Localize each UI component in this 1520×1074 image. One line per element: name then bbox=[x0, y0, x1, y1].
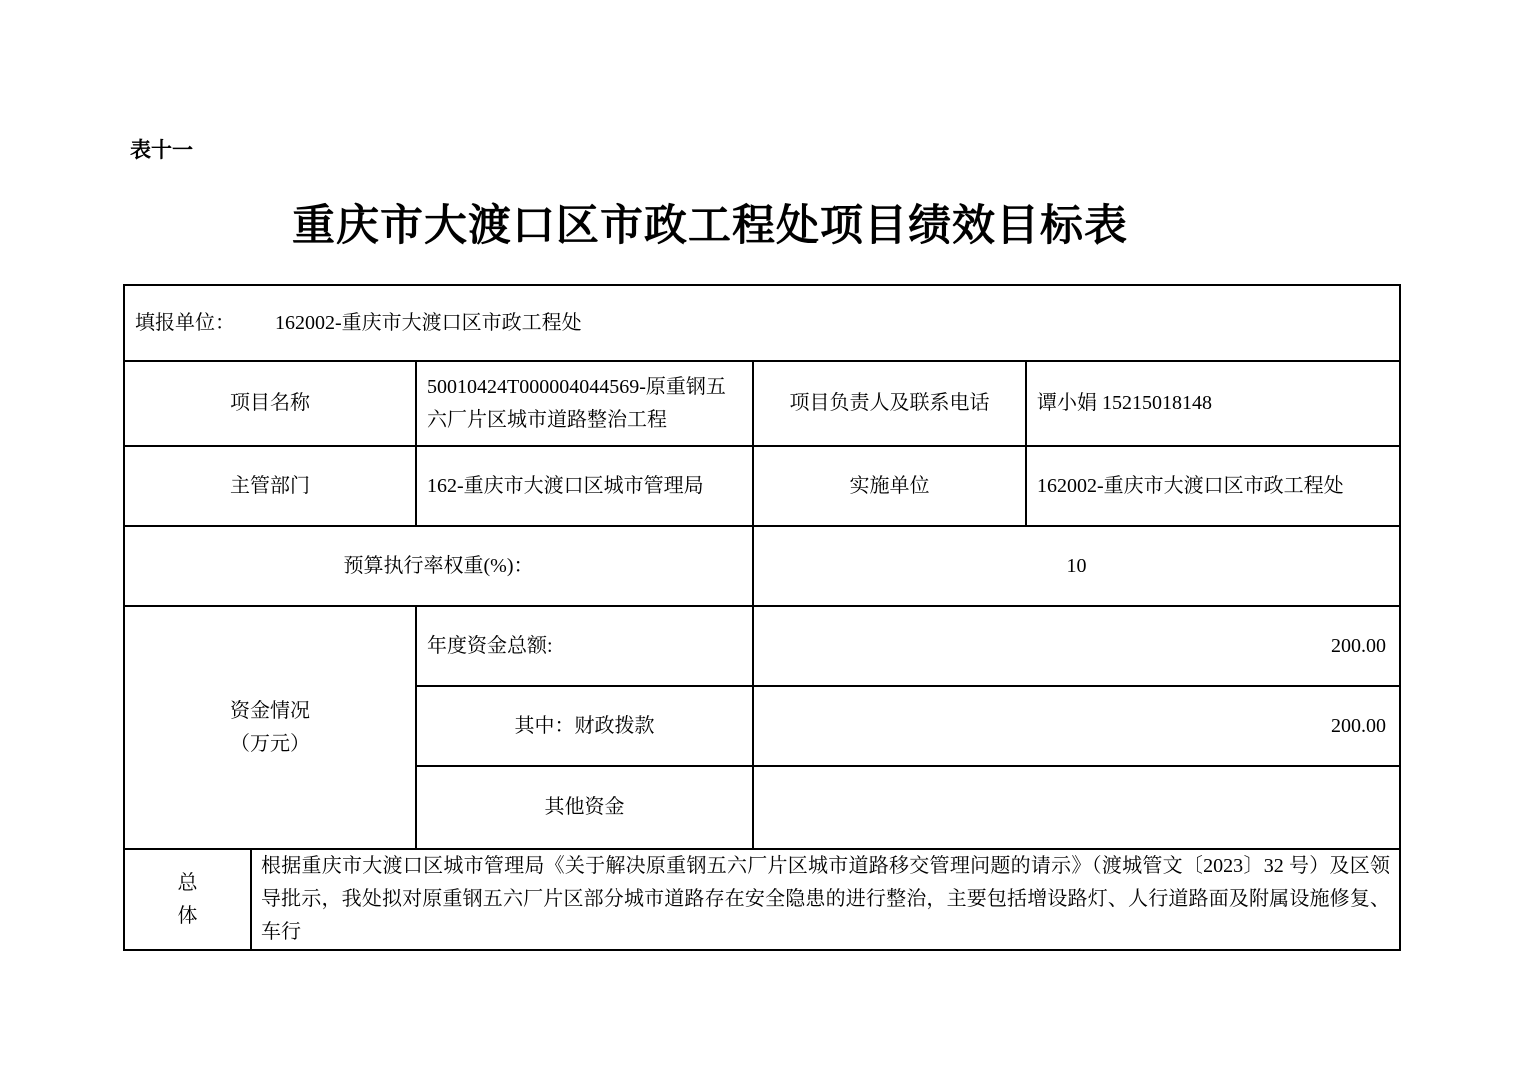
funding-section-label bbox=[124, 606, 416, 849]
annual-total-label: 年度资金总额: bbox=[416, 606, 753, 686]
table-row bbox=[124, 285, 1400, 361]
funding-label-line1: 资金情况 bbox=[230, 699, 310, 722]
report-unit-cell bbox=[124, 285, 1400, 361]
report-unit-label: 填报单位： bbox=[135, 311, 235, 334]
supervisor-dept-value: 162-重庆市大渡口区城市管理局 bbox=[416, 446, 753, 526]
implement-unit-label: 实施单位 bbox=[753, 446, 1026, 526]
table-row bbox=[124, 849, 1400, 950]
table-row bbox=[124, 446, 1400, 526]
overall-label-line1: 总 bbox=[177, 871, 198, 894]
table-row bbox=[124, 606, 1400, 686]
project-name-value: 50010424T000004044569-原重钢五六厂片区城市道路整治工程 bbox=[416, 361, 753, 446]
table-number-label: 表十一 bbox=[130, 138, 193, 162]
project-manager-label: 项目负责人及联系电话 bbox=[753, 361, 1026, 446]
budget-execution-rate-label: 预算执行率权重(%)： bbox=[124, 526, 753, 606]
performance-target-table bbox=[123, 284, 1401, 951]
table-row bbox=[124, 526, 1400, 606]
other-funds-label: 其他资金 bbox=[416, 766, 753, 849]
budget-execution-rate-value: 10 bbox=[753, 526, 1400, 606]
annual-total-value: 200.00 bbox=[753, 606, 1400, 686]
overall-description-text: 根据重庆市大渡口区城市管理局《关于解决原重钢五六厂片区城市道路移交管理问题的请示》（渡城管文〔2023〕32 号）及区领导批示，我处拟对原重钢五六厂片区部分城市道路存在安全隐患的进行整治，主要包括增设路灯、人行道路面及附属设施修复、车行 bbox=[251, 849, 1400, 950]
other-funds-value bbox=[753, 766, 1400, 849]
page-title: 重庆市大渡口区市政工程处项目绩效目标表 bbox=[292, 203, 1128, 250]
fiscal-allocation-label: 其中：财政拨款 bbox=[416, 686, 753, 766]
project-name-label: 项目名称 bbox=[124, 361, 416, 446]
overall-section-label bbox=[124, 849, 251, 950]
fiscal-allocation-value: 200.00 bbox=[753, 686, 1400, 766]
overall-label-line2: 体 bbox=[177, 904, 198, 927]
report-unit-value: 162002-重庆市大渡口区市政工程处 bbox=[275, 311, 582, 334]
project-manager-value: 谭小娟 15215018148 bbox=[1026, 361, 1400, 446]
table-row bbox=[124, 361, 1400, 446]
supervisor-dept-label: 主管部门 bbox=[124, 446, 416, 526]
funding-label-line2: （万元） bbox=[230, 732, 310, 755]
implement-unit-value: 162002-重庆市大渡口区市政工程处 bbox=[1026, 446, 1400, 526]
